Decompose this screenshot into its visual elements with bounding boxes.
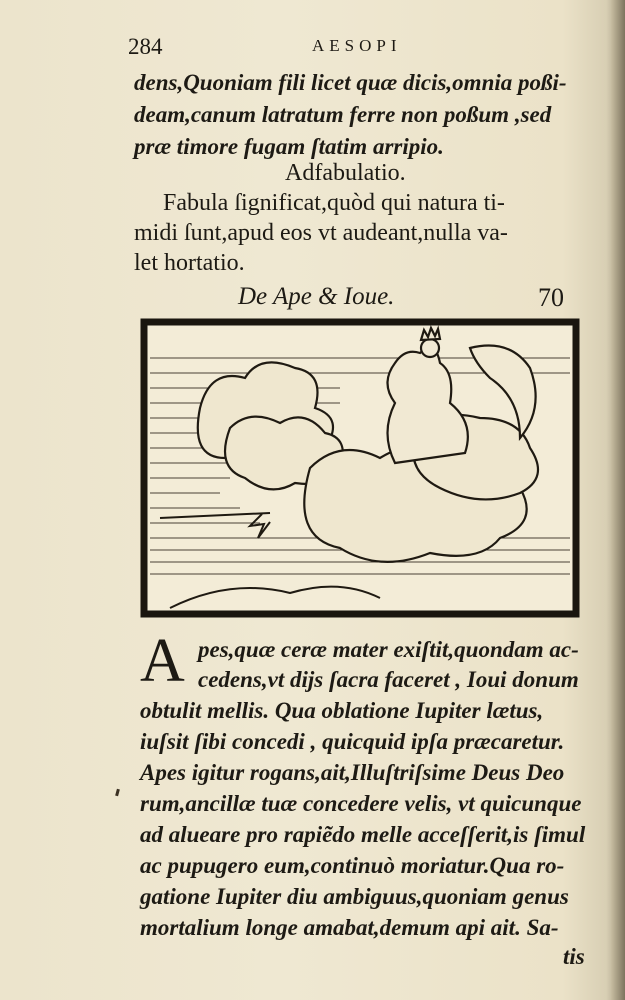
fable-title: De Ape & Ioue.: [238, 283, 395, 310]
story-line: pes,quæ ceræ mater exiſtit,quondam ac-: [198, 637, 579, 662]
text-line: deam,canum latratum ferre non poßum ,sed: [134, 102, 552, 127]
story-line: Apes igitur rogans,ait,Illuſtriſsime Deus Deo: [140, 760, 565, 785]
text-line: præ timore fugam ſtatim arripio.: [134, 134, 444, 159]
woodcut-illustration: [140, 318, 580, 618]
running-title: AESOPI: [312, 36, 402, 55]
fable-number: 70: [538, 283, 564, 312]
story-line: rum,ancillæ tuæ concedere velis, vt quicunque: [140, 791, 582, 816]
drop-cap: A: [140, 627, 185, 695]
adfabulatio-heading: Adfabulatio.: [285, 160, 406, 186]
moral-line: let hortatio.: [134, 250, 245, 276]
story-line: gatione Iupiter diu ambiguus,quoniam genus: [140, 884, 569, 909]
story-line: ac pupugero eum,continuò moriatur.Qua ro-: [140, 853, 565, 878]
moral-line: Fabula ſignificat,quòd qui natura ti-: [163, 190, 505, 216]
story-line: ad alueare pro rapiẽdo melle acceſſerit,is ſimul: [140, 822, 586, 847]
story-line: mortalium longe amabat,demum api ait. Sa-: [140, 915, 559, 940]
page-number: 284: [128, 34, 163, 59]
page-gutter: [611, 0, 625, 1000]
story-line: obtulit mellis. Qua oblatione Iupiter lætus,: [140, 698, 544, 723]
catchword: tis: [563, 944, 585, 969]
moral-line: midi ſunt,apud eos vt audeant,nulla va-: [134, 220, 508, 246]
ink-mark: [115, 789, 120, 797]
story-line: cedens,vt dijs ſacra faceret , Ioui donum: [198, 667, 579, 692]
story-line: iuſsit ſibi concedi , quicquid ipſa præcaretur.: [140, 729, 565, 754]
text-line: dens,Quoniam fili licet quæ dicis,omnia poßi-: [134, 70, 567, 95]
